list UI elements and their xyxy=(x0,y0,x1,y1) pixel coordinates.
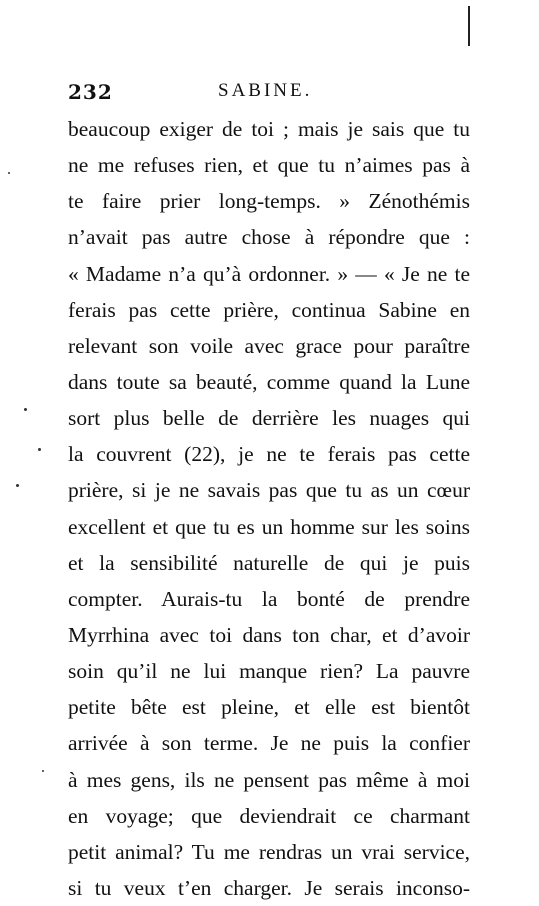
text-line: arrivée à son terme. Je ne puis la confier xyxy=(68,731,470,756)
text-line: si tu veux t’en charger. Je serais inconso- xyxy=(68,875,470,900)
text-line: et la sensibilité naturelle de qui je puis xyxy=(68,550,470,575)
page-number: 232 xyxy=(68,80,113,104)
text-line: compter. Aurais-tu la bonté de prendre xyxy=(68,586,470,611)
text-line: la couvrent (22), je ne te ferais pas cette xyxy=(68,442,470,467)
text-line: « Madame n’a qu’à ordonner. » — « Je ne te xyxy=(68,261,470,286)
text-line: ne me refuses rien, et que tu n’aimes pas à xyxy=(68,153,470,178)
ink-speck xyxy=(8,172,10,174)
text-line: petit animal? Tu me rendras un vrai service, xyxy=(68,839,470,864)
text-line: n’avait pas autre chose à répondre que : xyxy=(68,225,470,250)
page-header xyxy=(68,80,488,108)
ink-speck xyxy=(42,770,44,772)
text-line: soin qu’il ne lui manque rien? La pauvre xyxy=(68,659,470,684)
text-line: beaucoup exiger de toi ; mais je sais que tu xyxy=(68,117,470,141)
ink-speck xyxy=(16,484,19,487)
text-line: ferais pas cette prière, continua Sabine en xyxy=(68,297,470,322)
page-edge-mark xyxy=(468,6,470,46)
text-line: Myrrhina avec toi dans ton char, et d’avoir xyxy=(68,622,470,647)
text-line: sort plus belle de derrière les nuages qui xyxy=(68,406,470,431)
ink-speck xyxy=(24,408,27,411)
ink-speck xyxy=(38,448,41,451)
body-text xyxy=(68,111,470,906)
text-line: dans toute sa beauté, comme quand la Lune xyxy=(68,369,470,394)
text-line: à mes gens, ils ne pensent pas même à moi xyxy=(68,767,470,792)
text-line: petite bête est pleine, et elle est bientôt xyxy=(68,695,470,720)
text-line: excellent et que tu es un homme sur les soins xyxy=(68,514,470,539)
text-line: prière, si je ne savais pas que tu as un cœur xyxy=(68,478,470,503)
text-line: relevant son voile avec grace pour paraître xyxy=(68,333,470,358)
text-line: te faire prier long-temps. » Zénothémis xyxy=(68,189,470,214)
running-title: SABINE. xyxy=(218,80,313,101)
text-line: en voyage; que deviendrait ce charmant xyxy=(68,803,470,828)
